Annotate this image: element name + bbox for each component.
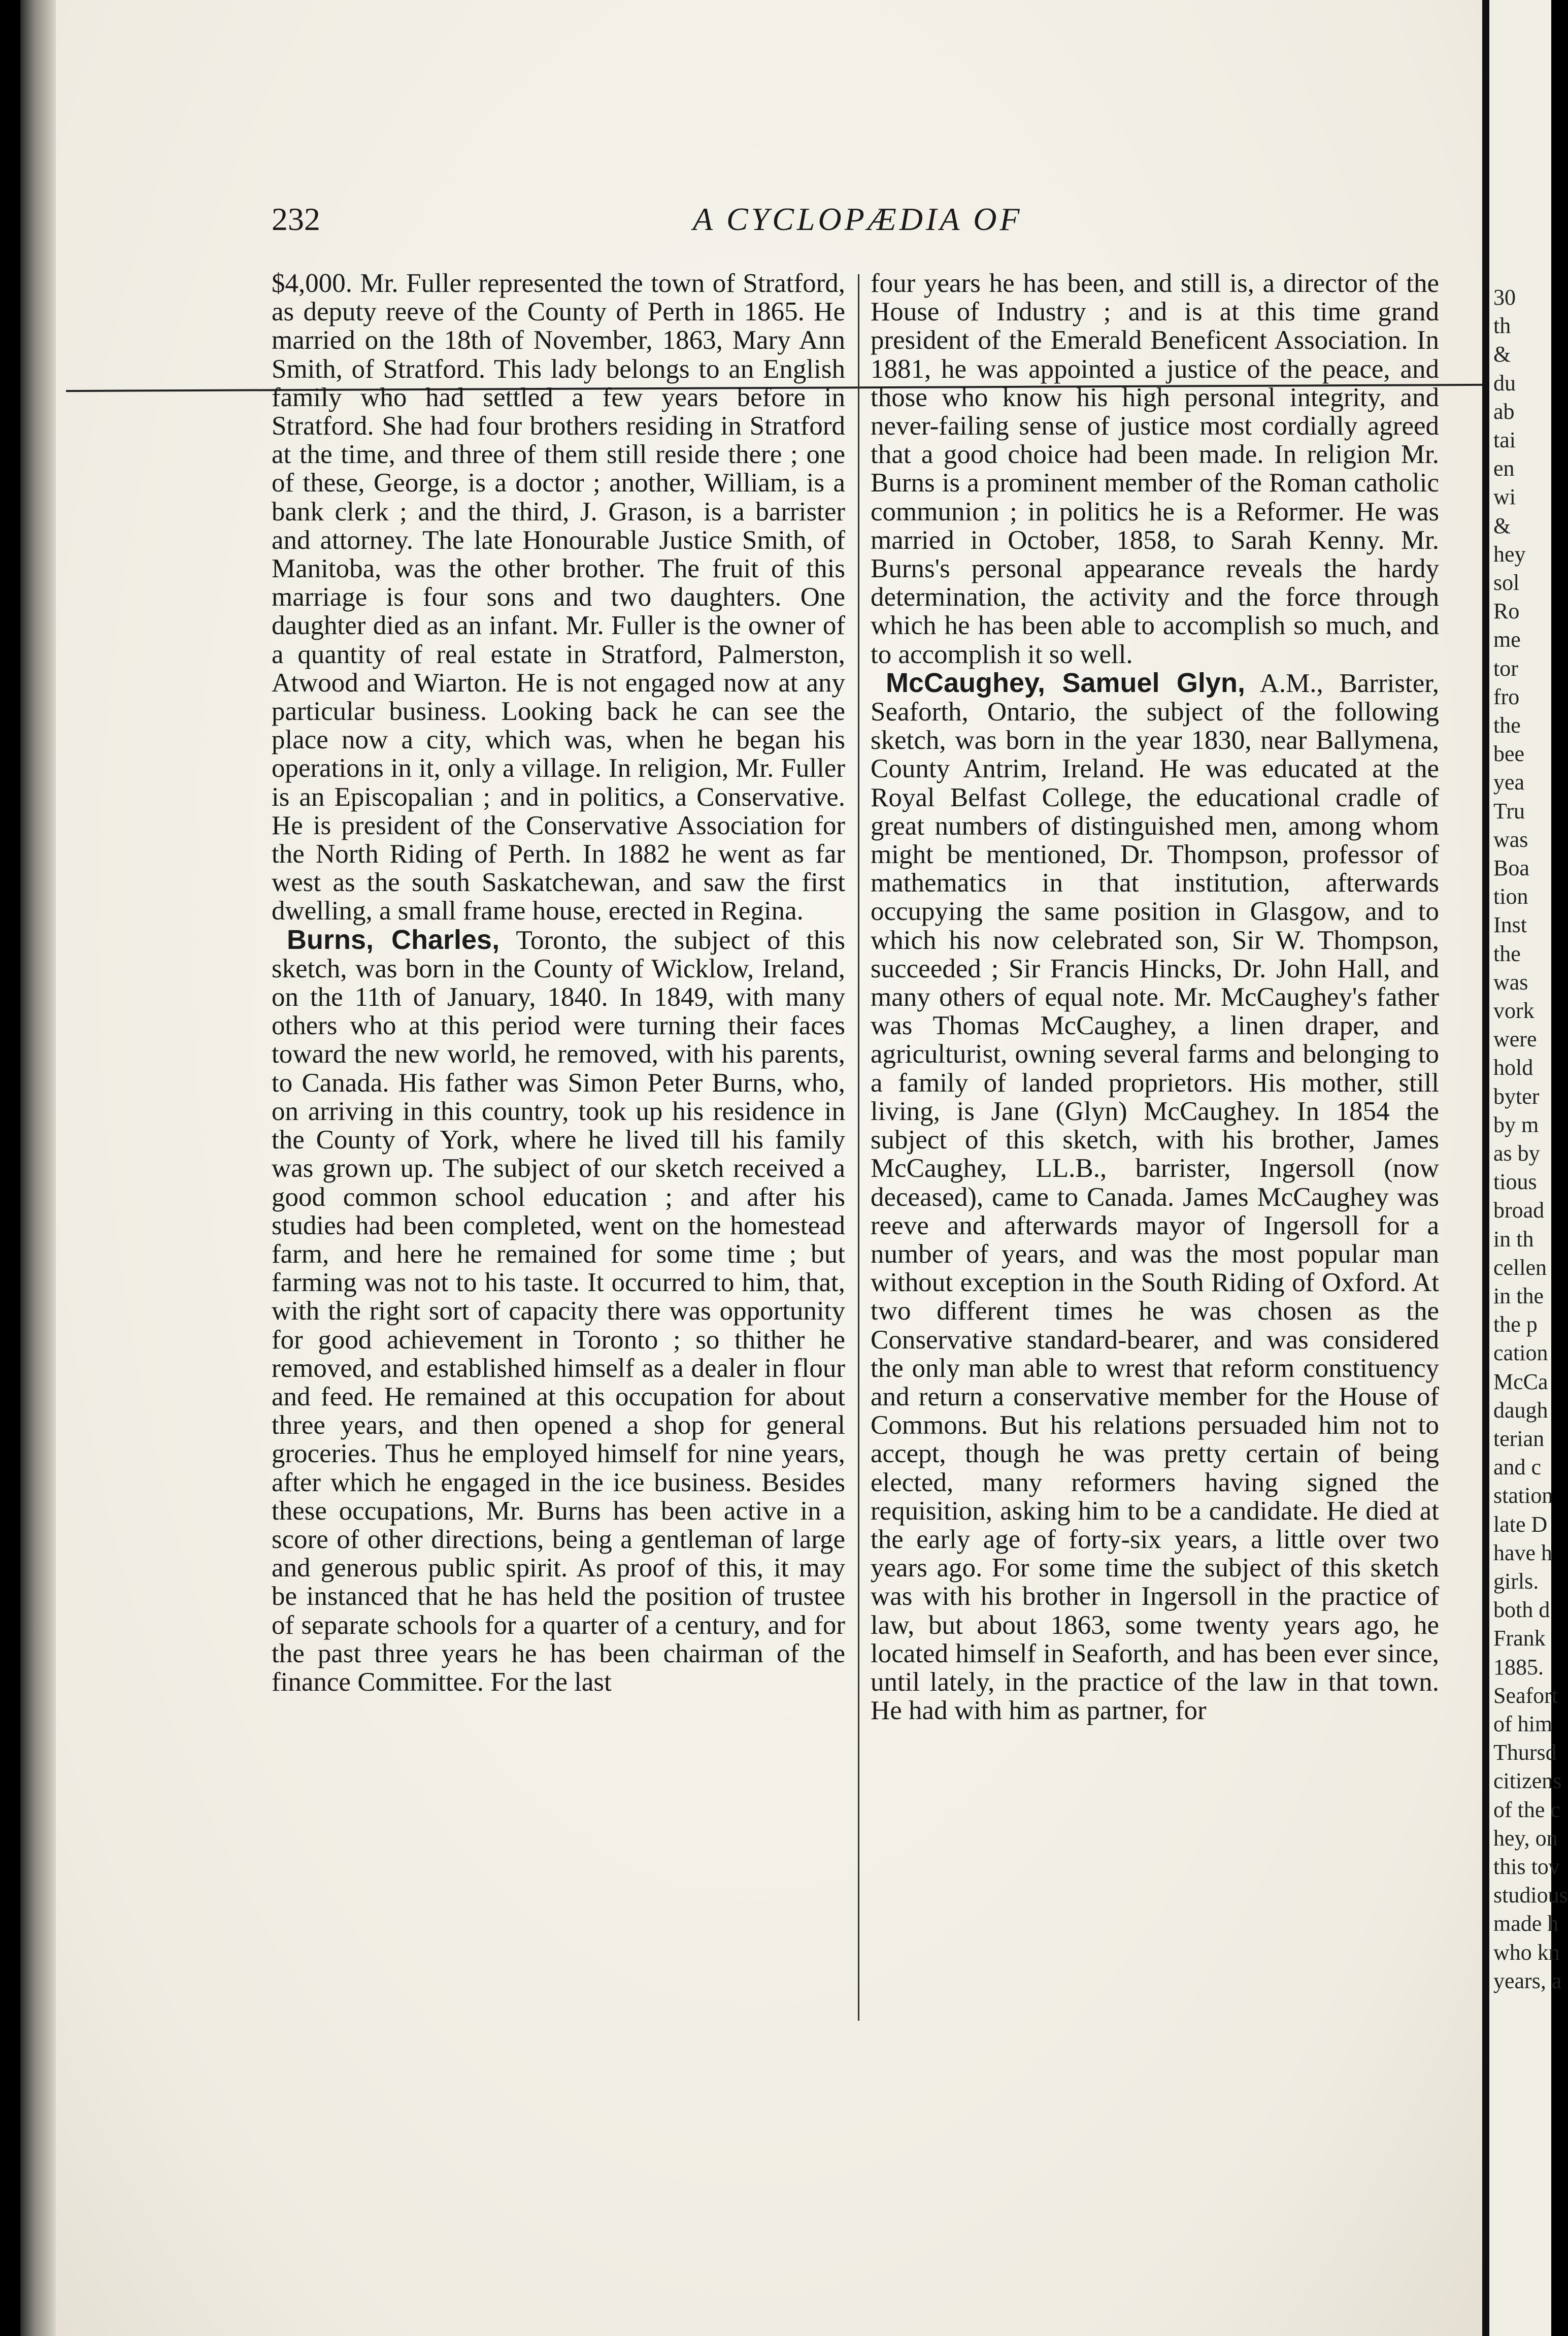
next-page-fragment: 30 <box>1493 285 1516 310</box>
next-page-fragment: vork <box>1493 998 1534 1023</box>
next-page-fragment: Tru <box>1493 798 1525 824</box>
next-page-fragment: years, a <box>1493 1968 1562 1993</box>
next-page-fragment: wi <box>1493 484 1516 510</box>
next-page-fragment: this tov <box>1493 1854 1560 1879</box>
next-page-fragment: girls. <box>1493 1569 1539 1594</box>
next-page-fragment: terian <box>1493 1426 1545 1451</box>
next-page-fragment: were <box>1493 1027 1537 1052</box>
next-page-fragment: Ro <box>1493 599 1520 624</box>
next-page-fragment: Boa <box>1493 856 1529 880</box>
fuller-paragraph: $4,000. Mr. Fuller represented the town of Stratford, as deputy reeve of the County of Perth in 1865. He married on the 18th of November, 1863, Mary Ann Smith, of Stratford. This lady belongs to an English family who had settled a few years before in Stratford. She had four brothers residing in Stratford at the time, and three of them still reside there ; one of these, George, is a doctor ; another, William, is a bank clerk ; and the third, J. Grason, is a barrister and attorney. The late Honourable Justice Smith, of Manitoba, was the other brother. The fruit of this marriage is four sons and two daughters. One daughter died as an infant. Mr. Fuller is the owner of a quantity of real estate in Stratford, Palmerston, Atwood and Wiarton. He is not engaged now at any particular business. Looking back he can see the place now a city, which was, when he began his operations in it, only a village. In religion, Mr. Fuller is an Episcopalian ; and in politics, a Conservative. He is president of the Conservative Association for the North Riding of Perth. In 1882 he went as far west as the south Saskatchewan, and saw the first dwelling, a small frame house, erected in Regina. <box>272 269 845 926</box>
next-page-fragment: hold <box>1493 1055 1533 1080</box>
next-page-fragment: 1885. <box>1493 1654 1544 1680</box>
column-divider <box>858 274 859 2021</box>
next-page-fragment: sol <box>1493 570 1520 595</box>
burns-text: Toronto, the subject of this sketch, was born in the County of Wicklow, Ireland, on the 11th of January, 1840. In 1849, with many others who at this period were turning their faces toward the new world, he removed, with his parents, to Canada. His father was Simon Peter Burns, who, on arriving in this country, took up his residence in the County of York, where he lived till his family was grown up. The subject of our sketch received a good common school education ; and after his studies had been completed, went on the homestead farm, and here he remained for some time ; but farming was not to his taste. It occurred to him, that, with the right sort of capacity there was opportunity for good achievement in Toronto ; so thither he removed, and established himself as a dealer in flour and feed. He remained at this occupation for about three years, and then opened a shop for general groceries. Thus he employed himself for nine years, after which he engaged in the ice business. Besides these occupations, Mr. Burns has been active in a score of other directions, being a gentleman of large and generous public spirit. As proof of this, it may be instanced that he has held the position of trustee of separate schools for a quarter of a century, and for the past three years he has been chairman of the finance Committee. For the last <box>272 925 845 1697</box>
page-number: 232 <box>272 201 320 237</box>
next-page-fragment: du <box>1493 370 1516 396</box>
next-page-fragment: station <box>1493 1483 1553 1508</box>
next-page-fragment: Seafort <box>1493 1683 1558 1708</box>
next-page-fragment: ab <box>1493 399 1515 424</box>
next-page-fragment: was <box>1493 827 1528 852</box>
mccaughey-text: A.M., Barrister, Seaforth, Ontario, the subject of the following sketch, was born in the year 1830, near Ballymena, County Antrim, Ireland. He was educated at the Royal Belfast College, the educational cradle of great numbers of distinguished men, among whom might be mentioned, Dr. Thompson, professor of mathematics in that institution, afterwards occupying the same position in Glasgow, and to which his now celebrated son, Sir W. Thompson, succeeded ; Sir Francis Hincks, Dr. John Hall, and many others of equal note. Mr. McCaughey's father was Thomas McCaughey, a linen draper, and agriculturist, owning several farms and belonging to a family of landed proprietors. His mother, still living, is Jane (Glyn) McCaughey. In 1854 the subject of this sketch, with his brother, James McCaughey, LL.B., barrister, Ingersoll (now deceased), came to Canada. James McCaughey was reeve and afterwards mayor of Ingersoll for a number of years, and was the most popular man without exception in the South Riding of Oxford. At two different times he was chosen as the Conservative standard-bearer, and was considered the only man able to wrest that reform constituency and return a conservative member for the House of Commons. But his relations persuaded him not to accept, though he was pretty certain of being elected, many reformers having signed the requisition, asking him to be a candidate. He died at the early age of forty-six years, a little over two years ago. For some time the subject of this sketch was with his brother in Ingersoll in the practice of law, but about 1863, some twenty years ago, he located himself in Seaforth, and has been ever since, until lately, in the practice of the law in that town. He had with him as partner, for <box>871 668 1439 1726</box>
next-page-fragment: Frank <box>1493 1626 1546 1651</box>
next-page-fragment: who kn <box>1493 1939 1560 1965</box>
next-page-fragment: me <box>1493 627 1521 652</box>
next-page-strip <box>1482 0 1568 2336</box>
next-page-fragment: byter <box>1493 1083 1540 1109</box>
burns-heading: Burns, Charles, <box>287 924 500 955</box>
mccaughey-heading: McCaughey, Samuel Glyn, <box>886 667 1245 698</box>
next-page-fragment: of him <box>1493 1712 1553 1736</box>
next-page-fragment: by m <box>1493 1112 1539 1137</box>
next-page-fragment: & <box>1493 513 1511 538</box>
running-head: A CYCLOPÆDIA OF <box>693 201 1023 237</box>
next-page-fragment: studious <box>1493 1883 1568 1908</box>
next-page-fragment: bee <box>1493 741 1525 767</box>
next-page-fragment: the <box>1493 941 1521 966</box>
next-page-fragment: daugh <box>1493 1397 1548 1423</box>
next-page-fragment: both d <box>1493 1597 1550 1623</box>
next-page-fragment: cation <box>1493 1340 1548 1366</box>
next-page-fragment: en <box>1493 456 1515 481</box>
next-page-fragment: made h <box>1493 1911 1559 1936</box>
left-column <box>272 269 845 1696</box>
burns-entry <box>272 926 845 1696</box>
right-column <box>871 269 1439 1725</box>
next-page-fragment: was <box>1493 969 1528 995</box>
next-page-fragment: tious <box>1493 1169 1537 1195</box>
next-page-fragment: tion <box>1493 884 1528 909</box>
next-page-fragment: and c <box>1493 1455 1542 1480</box>
next-page-fragment: as by <box>1493 1141 1540 1166</box>
next-page-fragment: Thursd <box>1493 1740 1557 1765</box>
next-page-fragment: the <box>1493 713 1521 738</box>
next-page-fragment: cellen <box>1493 1255 1547 1280</box>
mccaughey-entry <box>871 669 1439 1725</box>
next-page-fragment: fro <box>1493 684 1520 709</box>
next-page-fragment: in th <box>1493 1226 1534 1252</box>
next-page-fragment: the p <box>1493 1312 1538 1337</box>
next-page-fragment: broad <box>1493 1198 1545 1223</box>
page-header <box>272 201 1439 241</box>
next-page-fragment: McCa <box>1493 1369 1548 1394</box>
next-page-fragment: th <box>1493 313 1511 339</box>
next-page-fragment: Inst <box>1493 912 1527 938</box>
burns-continuation: four years he has been, and still is, a director of the House of Industry ; and is at this time grand president of the Emerald Beneficent Association. In 1881, he was appointed a justice of the peace, and those who know his high personal integrity, and never-failing sense of justice most cordially agreed that a good choice had been made. In religion Mr. Burns is a prominent member of the Roman catholic communion ; in politics he is a Reformer. He was married in October, 1858, to Sarah Kenny. Mr. Burns's personal appearance reveals the hardy determination, the activity and the force through which he has been able to accomplish so much, and to accomplish it so well. <box>871 269 1439 669</box>
next-page-fragment: have h <box>1493 1540 1553 1565</box>
next-page-fragment: & <box>1493 342 1511 367</box>
next-page-fragment: tor <box>1493 655 1518 681</box>
next-page-fragment: tai <box>1493 427 1516 452</box>
next-page-fragment: citizens <box>1493 1768 1562 1794</box>
next-page-fragment: hey <box>1493 541 1526 567</box>
next-page-fragment: hey, on <box>1493 1825 1558 1851</box>
next-page-fragment: in the <box>1493 1284 1544 1308</box>
next-page-fragment: yea <box>1493 770 1525 795</box>
next-page-fragment: of the c <box>1493 1797 1560 1822</box>
page-gutter-shadow <box>20 0 56 2336</box>
next-page-fragment: late D <box>1493 1511 1548 1537</box>
